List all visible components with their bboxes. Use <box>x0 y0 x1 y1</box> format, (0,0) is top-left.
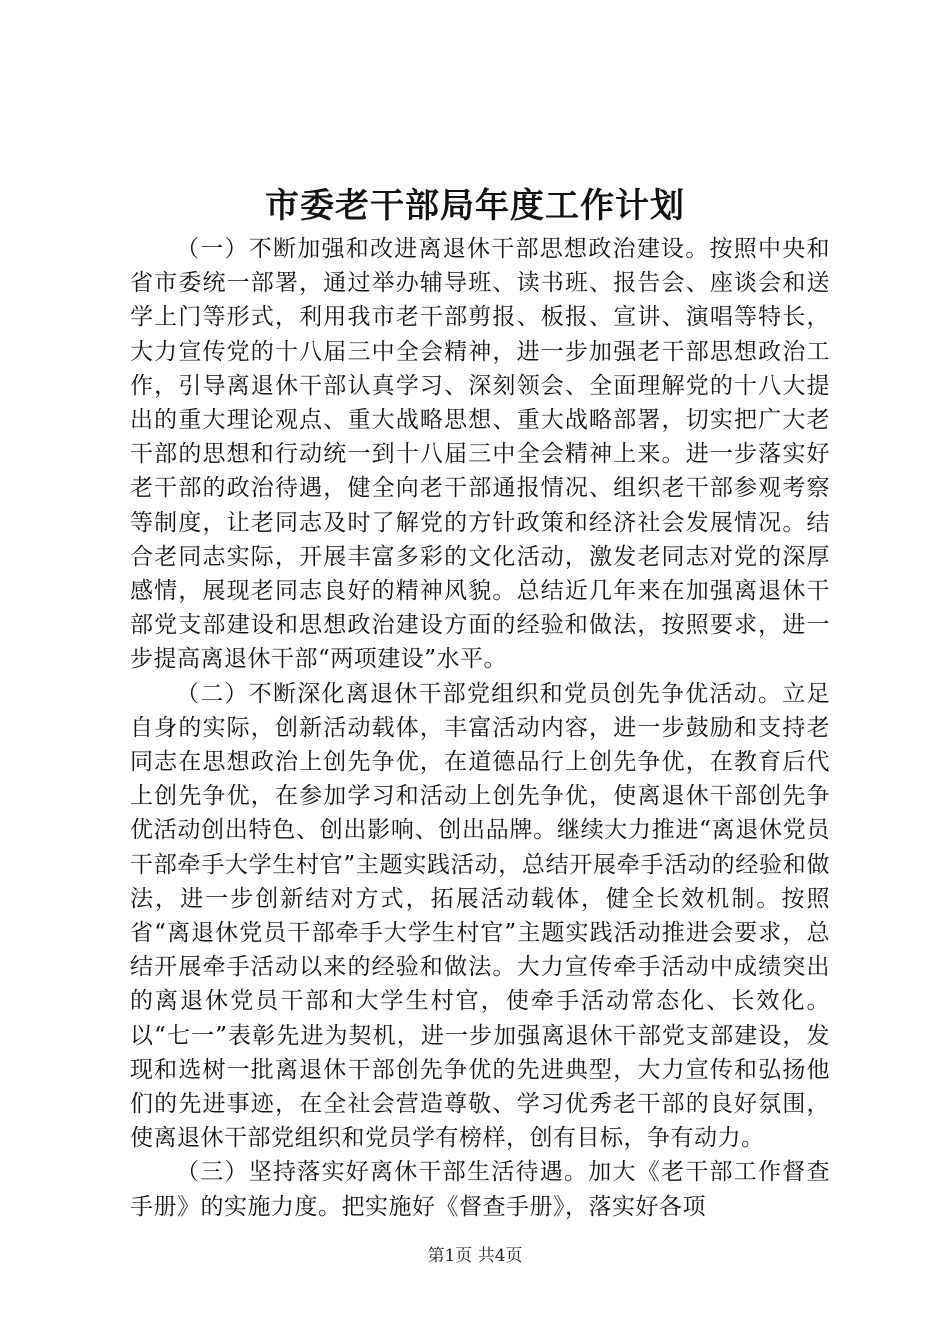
document-body <box>130 232 830 1224</box>
document-title: 市委老干部局年度工作计划 <box>265 186 685 226</box>
page-number: 第1页 共4页 <box>427 1246 523 1266</box>
paragraph-2: （二）不断深化离退休干部党组织和党员创先争优活动。立足自身的实际，创新活动载体，丰富活动内容，进一步鼓励和支持老同志在思想政治上创先争优，在道德品行上创先争优，在教育后代上创先争优，在参加学习和活动上创先争优，使离退休干部创先争优活动创出特色、创出影响、创出品牌。继续大力推进“离退休党员干部牵手大学生村官”主题实践活动，总结开展牵手活动的经验和做法，进一步创新结对方式，拓展活动载体，健全长效机制。按照省“离退休党员干部牵手大学生村官”主题实践活动推进会要求，总结开展牵手活动以来的经验和做法。大力宣传牵手活动中成绩突出的离退休党员干部和大学生村官，使牵手活动常态化、长效化。以“七一”表彰先进为契机，进一步加强离退休干部党支部建设，发现和选树一批离退休干部创先争优的先进典型，大力宣传和弘扬他们的先进事迹，在全社会营造尊敬、学习优秀老干部的良好氛围，使离退休干部党组织和党员学有榜样，创有目标，争有动力。 <box>130 680 830 1152</box>
paragraph-1: （一）不断加强和改进离退休干部思想政治建设。按照中央和省市委统一部署，通过举办辅导班、读书班、报告会、座谈会和送学上门等形式，利用我市老干部剪报、板报、宣讲、演唱等特长，大力宣传党的十八届三中全会精神，进一步加强老干部思想政治工作，引导离退休干部认真学习、深刻领会、全面理解党的十八大提出的重大理论观点、重大战略思想、重大战略部署，切实把广大老干部的思想和行动统一到十八届三中全会精神上来。进一步落实好老干部的政治待遇，健全向老干部通报情况、组织老干部参观考察等制度，让老同志及时了解党的方针政策和经济社会发展情况。结合老同志实际，开展丰富多彩的文化活动，激发老同志对党的深厚感情，展现老同志良好的精神风貌。总结近几年来在加强离退休干部党支部建设和思想政治建设方面的经验和做法，按照要求，进一步提高离退休干部“两项建设”水平。 <box>130 236 830 673</box>
page-footer <box>0 1244 950 1268</box>
paragraph-3: （三）坚持落实好离休干部生活待遇。加大《老干部工作督查手册》的实施力度。把实施好《督查手册》，落实好各项 <box>130 1159 830 1220</box>
